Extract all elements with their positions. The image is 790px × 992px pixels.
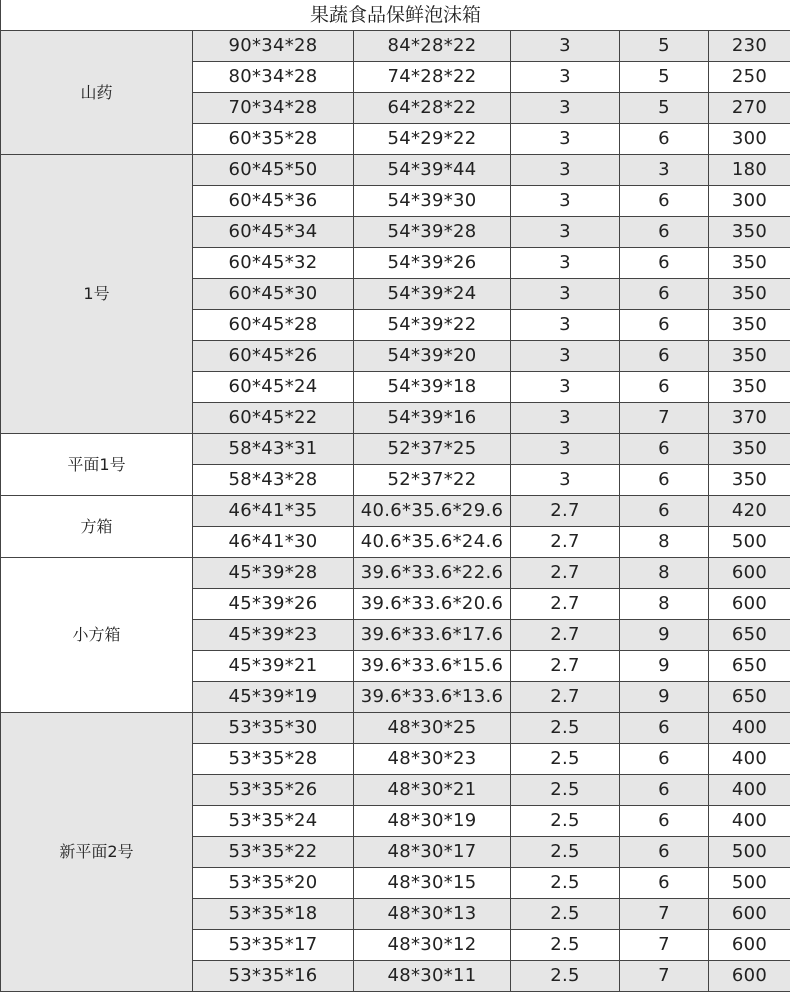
outer-size-cell: 53*35*26 <box>193 775 354 806</box>
thickness-cell: 3 <box>511 434 620 465</box>
price-cell: 300 <box>709 186 790 217</box>
thickness-cell: 3 <box>511 279 620 310</box>
table-row <box>1 31 790 62</box>
price-cell: 350 <box>709 341 790 372</box>
quantity-cell: 7 <box>620 403 709 434</box>
quantity-cell: 8 <box>620 558 709 589</box>
outer-size-cell: 45*39*19 <box>193 682 354 713</box>
price-cell: 350 <box>709 372 790 403</box>
outer-size-cell: 53*35*28 <box>193 744 354 775</box>
thickness-cell: 3 <box>511 93 620 124</box>
quantity-cell: 3 <box>620 155 709 186</box>
price-cell: 600 <box>709 589 790 620</box>
quantity-cell: 6 <box>620 372 709 403</box>
quantity-cell: 6 <box>620 186 709 217</box>
quantity-cell: 6 <box>620 806 709 837</box>
thickness-cell: 2.5 <box>511 930 620 961</box>
quantity-cell: 7 <box>620 930 709 961</box>
outer-size-cell: 58*43*28 <box>193 465 354 496</box>
outer-size-cell: 53*35*17 <box>193 930 354 961</box>
inner-size-cell: 54*39*20 <box>354 341 511 372</box>
inner-size-cell: 54*39*28 <box>354 217 511 248</box>
inner-size-cell: 54*39*18 <box>354 372 511 403</box>
thickness-cell: 2.7 <box>511 558 620 589</box>
quantity-cell: 7 <box>620 961 709 992</box>
price-cell: 350 <box>709 310 790 341</box>
price-cell: 500 <box>709 868 790 899</box>
inner-size-cell: 48*30*12 <box>354 930 511 961</box>
thickness-cell: 2.5 <box>511 868 620 899</box>
price-cell: 600 <box>709 899 790 930</box>
thickness-cell: 3 <box>511 341 620 372</box>
price-cell: 420 <box>709 496 790 527</box>
inner-size-cell: 39.6*33.6*17.6 <box>354 620 511 651</box>
outer-size-cell: 53*35*30 <box>193 713 354 744</box>
price-cell: 230 <box>709 31 790 62</box>
price-cell: 500 <box>709 837 790 868</box>
price-cell: 350 <box>709 279 790 310</box>
inner-size-cell: 48*30*19 <box>354 806 511 837</box>
price-cell: 400 <box>709 806 790 837</box>
outer-size-cell: 45*39*28 <box>193 558 354 589</box>
inner-size-cell: 39.6*33.6*13.6 <box>354 682 511 713</box>
thickness-cell: 3 <box>511 310 620 341</box>
outer-size-cell: 60*45*28 <box>193 310 354 341</box>
quantity-cell: 6 <box>620 868 709 899</box>
inner-size-cell: 54*39*44 <box>354 155 511 186</box>
thickness-cell: 3 <box>511 403 620 434</box>
outer-size-cell: 53*35*20 <box>193 868 354 899</box>
group-label: 方箱 <box>1 496 193 558</box>
inner-size-cell: 48*30*17 <box>354 837 511 868</box>
quantity-cell: 6 <box>620 310 709 341</box>
quantity-cell: 5 <box>620 62 709 93</box>
inner-size-cell: 39.6*33.6*20.6 <box>354 589 511 620</box>
quantity-cell: 5 <box>620 31 709 62</box>
inner-size-cell: 74*28*22 <box>354 62 511 93</box>
thickness-cell: 3 <box>511 248 620 279</box>
outer-size-cell: 53*35*18 <box>193 899 354 930</box>
inner-size-cell: 54*39*30 <box>354 186 511 217</box>
quantity-cell: 6 <box>620 341 709 372</box>
quantity-cell: 9 <box>620 620 709 651</box>
thickness-cell: 2.7 <box>511 651 620 682</box>
inner-size-cell: 54*39*26 <box>354 248 511 279</box>
table-row <box>1 496 790 527</box>
price-cell: 370 <box>709 403 790 434</box>
thickness-cell: 2.7 <box>511 527 620 558</box>
price-cell: 350 <box>709 217 790 248</box>
group-label: 新平面2号 <box>1 713 193 992</box>
quantity-cell: 7 <box>620 899 709 930</box>
quantity-cell: 5 <box>620 93 709 124</box>
thickness-cell: 3 <box>511 155 620 186</box>
price-cell: 400 <box>709 744 790 775</box>
outer-size-cell: 53*35*22 <box>193 837 354 868</box>
quantity-cell: 6 <box>620 775 709 806</box>
outer-size-cell: 53*35*16 <box>193 961 354 992</box>
inner-size-cell: 84*28*22 <box>354 31 511 62</box>
thickness-cell: 2.5 <box>511 961 620 992</box>
thickness-cell: 2.5 <box>511 713 620 744</box>
thickness-cell: 3 <box>511 217 620 248</box>
inner-size-cell: 54*39*22 <box>354 310 511 341</box>
thickness-cell: 2.7 <box>511 620 620 651</box>
thickness-cell: 2.5 <box>511 837 620 868</box>
table-row <box>1 155 790 186</box>
inner-size-cell: 48*30*21 <box>354 775 511 806</box>
thickness-cell: 2.5 <box>511 806 620 837</box>
table-row <box>1 558 790 589</box>
thickness-cell: 2.5 <box>511 899 620 930</box>
quantity-cell: 8 <box>620 589 709 620</box>
thickness-cell: 3 <box>511 124 620 155</box>
outer-size-cell: 60*45*34 <box>193 217 354 248</box>
price-cell: 250 <box>709 62 790 93</box>
inner-size-cell: 40.6*35.6*24.6 <box>354 527 511 558</box>
quantity-cell: 6 <box>620 744 709 775</box>
quantity-cell: 6 <box>620 217 709 248</box>
price-cell: 600 <box>709 961 790 992</box>
outer-size-cell: 60*45*30 <box>193 279 354 310</box>
table-row <box>1 713 790 744</box>
outer-size-cell: 90*34*28 <box>193 31 354 62</box>
quantity-cell: 6 <box>620 124 709 155</box>
inner-size-cell: 39.6*33.6*15.6 <box>354 651 511 682</box>
price-cell: 350 <box>709 248 790 279</box>
table-title: 果蔬食品保鲜泡沫箱 <box>1 0 790 31</box>
inner-size-cell: 48*30*25 <box>354 713 511 744</box>
thickness-cell: 3 <box>511 372 620 403</box>
outer-size-cell: 60*45*36 <box>193 186 354 217</box>
quantity-cell: 6 <box>620 713 709 744</box>
quantity-cell: 6 <box>620 496 709 527</box>
quantity-cell: 6 <box>620 279 709 310</box>
outer-size-cell: 46*41*30 <box>193 527 354 558</box>
outer-size-cell: 53*35*24 <box>193 806 354 837</box>
thickness-cell: 2.7 <box>511 589 620 620</box>
quantity-cell: 6 <box>620 837 709 868</box>
outer-size-cell: 58*43*31 <box>193 434 354 465</box>
inner-size-cell: 48*30*11 <box>354 961 511 992</box>
inner-size-cell: 64*28*22 <box>354 93 511 124</box>
thickness-cell: 3 <box>511 465 620 496</box>
outer-size-cell: 45*39*26 <box>193 589 354 620</box>
quantity-cell: 6 <box>620 465 709 496</box>
price-cell: 350 <box>709 465 790 496</box>
price-cell: 650 <box>709 620 790 651</box>
price-cell: 600 <box>709 558 790 589</box>
quantity-cell: 8 <box>620 527 709 558</box>
inner-size-cell: 48*30*13 <box>354 899 511 930</box>
outer-size-cell: 45*39*21 <box>193 651 354 682</box>
quantity-cell: 9 <box>620 651 709 682</box>
thickness-cell: 3 <box>511 31 620 62</box>
price-cell: 300 <box>709 124 790 155</box>
inner-size-cell: 39.6*33.6*22.6 <box>354 558 511 589</box>
outer-size-cell: 60*45*26 <box>193 341 354 372</box>
group-label: 小方箱 <box>1 558 193 713</box>
outer-size-cell: 45*39*23 <box>193 620 354 651</box>
outer-size-cell: 60*45*22 <box>193 403 354 434</box>
outer-size-cell: 80*34*28 <box>193 62 354 93</box>
price-cell: 600 <box>709 930 790 961</box>
inner-size-cell: 48*30*23 <box>354 744 511 775</box>
inner-size-cell: 54*29*22 <box>354 124 511 155</box>
price-cell: 500 <box>709 527 790 558</box>
price-cell: 400 <box>709 775 790 806</box>
quantity-cell: 9 <box>620 682 709 713</box>
price-cell: 180 <box>709 155 790 186</box>
thickness-cell: 2.5 <box>511 744 620 775</box>
price-cell: 400 <box>709 713 790 744</box>
outer-size-cell: 60*35*28 <box>193 124 354 155</box>
quantity-cell: 6 <box>620 248 709 279</box>
inner-size-cell: 54*39*16 <box>354 403 511 434</box>
inner-size-cell: 48*30*15 <box>354 868 511 899</box>
inner-size-cell: 40.6*35.6*29.6 <box>354 496 511 527</box>
thickness-cell: 2.7 <box>511 682 620 713</box>
thickness-cell: 2.7 <box>511 496 620 527</box>
thickness-cell: 2.5 <box>511 775 620 806</box>
outer-size-cell: 60*45*32 <box>193 248 354 279</box>
outer-size-cell: 60*45*24 <box>193 372 354 403</box>
group-label: 山药 <box>1 31 193 155</box>
quantity-cell: 6 <box>620 434 709 465</box>
table-row <box>1 434 790 465</box>
group-label: 1号 <box>1 155 193 434</box>
price-cell: 270 <box>709 93 790 124</box>
price-cell: 650 <box>709 651 790 682</box>
inner-size-cell: 52*37*22 <box>354 465 511 496</box>
outer-size-cell: 60*45*50 <box>193 155 354 186</box>
outer-size-cell: 46*41*35 <box>193 496 354 527</box>
price-cell: 650 <box>709 682 790 713</box>
group-label: 平面1号 <box>1 434 193 496</box>
thickness-cell: 3 <box>511 186 620 217</box>
price-cell: 350 <box>709 434 790 465</box>
outer-size-cell: 70*34*28 <box>193 93 354 124</box>
inner-size-cell: 52*37*25 <box>354 434 511 465</box>
thickness-cell: 3 <box>511 62 620 93</box>
inner-size-cell: 54*39*24 <box>354 279 511 310</box>
